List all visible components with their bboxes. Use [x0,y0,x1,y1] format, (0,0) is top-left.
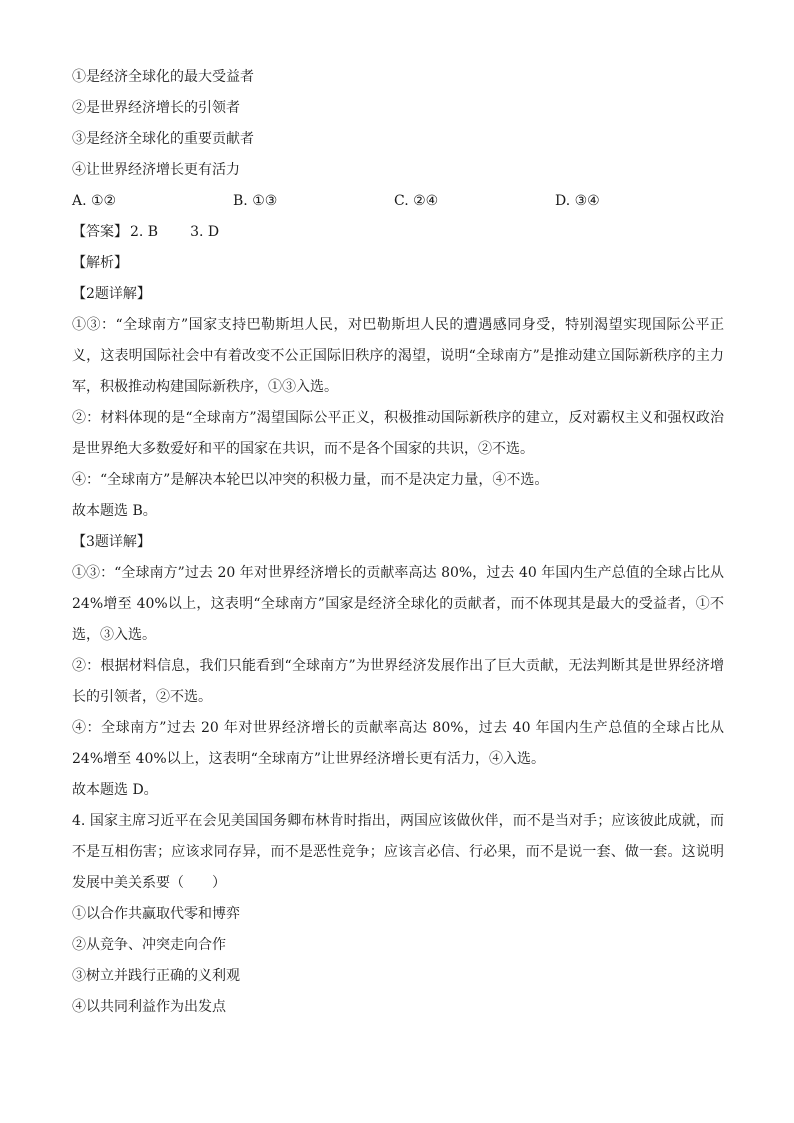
q4-choice-2: ②从竞争、冲突走向合作 [72,937,226,953]
q4-choice-3: ③树立并践行正确的义利观 [72,968,240,984]
q2-detail-conclusion: 故本题选 B。 [72,503,157,519]
document-page [72,62,724,1023]
q3-choice-1: ①是经济全球化的最大受益者 [72,69,254,85]
option-c: C. ②④ [394,193,439,209]
q2-detail-para-3: ④：“全球南方”是解决本轮巴以冲突的积极力量，而不是决定力量，④不选。 [72,472,549,488]
q3-detail-para-3: ④：全球南方”过去 20 年对世界经济增长的贡献率高达 80%，过去 40 年国内生产总值的全球占比从 24%增至 40%以上，这表明“全球南方”让世界经济增长更有活力，④入选。 [72,720,724,767]
q3-detail-heading: 【3题详解】 [72,534,151,550]
analysis-label: 【解析】 [72,255,128,271]
q3-detail-para-1: ①③：“全球南方”过去 20 年对世界经济增长的贡献率高达 80%，过去 40 年国内生产总值的全球占比从 24%增至 40%以上，这表明“全球南方”国家是经济全球化的贡献者，而不体现其是最大的受益者，①不选，③入选。 [72,565,724,643]
q4-choice-4: ④以共同利益作为出发点 [72,999,226,1015]
q3-options [72,186,724,217]
answer-label: 【答案】 [72,224,128,240]
q3-detail-conclusion: 故本题选 D。 [72,782,158,798]
q2-detail-para-2: ②：材料体现的是“全球南方”渴望国际公平正义，积极推动国际新秩序的建立，反对霸权主义和强权政治是世界绝大多数爱好和平的国家在共识，而不是各个国家的共识，②不选。 [72,410,724,457]
q3-choice-4: ④让世界经济增长更有活力 [72,162,240,178]
option-a: A. ①② [72,193,117,209]
q4-stem: 4. 国家主席习近平在会见美国国务卿布林肯时指出，两国应该做伙伴，而不是当对手；应该彼此成就，而不是互相伤害；应该求同存异，而不是恶性竞争；应该言必信、行必果，而不是说一套、做一套。这说明发展中美关系要（ ） [72,813,724,891]
q3-choice-3: ③是经济全球化的重要贡献者 [72,131,254,147]
option-d: D. ③④ [555,193,600,209]
q2-detail-para-1: ①③：“全球南方”国家支持巴勒斯坦人民，对巴勒斯坦人民的遭遇感同身受，特别渴望实现国际公平正义，这表明国际社会中有着改变不公正国际旧秩序的渴望，说明“全球南方”是推动建立国际新秩序的主力军，积极推动构建国际新秩序，①③入选。 [72,317,724,395]
answer-q2: 2. B [130,224,159,240]
option-b: B. ①③ [233,193,278,209]
answer-line [72,217,724,248]
q2-detail-heading: 【2题详解】 [72,286,151,302]
q4-choice-1: ①以合作共赢取代零和博弈 [72,906,240,922]
q3-choice-2: ②是世界经济增长的引领者 [72,100,240,116]
answer-q3: 3. D [190,224,220,240]
q3-detail-para-2: ②：根据材料信息，我们只能看到“全球南方”为世界经济发展作出了巨大贡献，无法判断其是世界经济增长的引领者，②不选。 [72,658,724,705]
